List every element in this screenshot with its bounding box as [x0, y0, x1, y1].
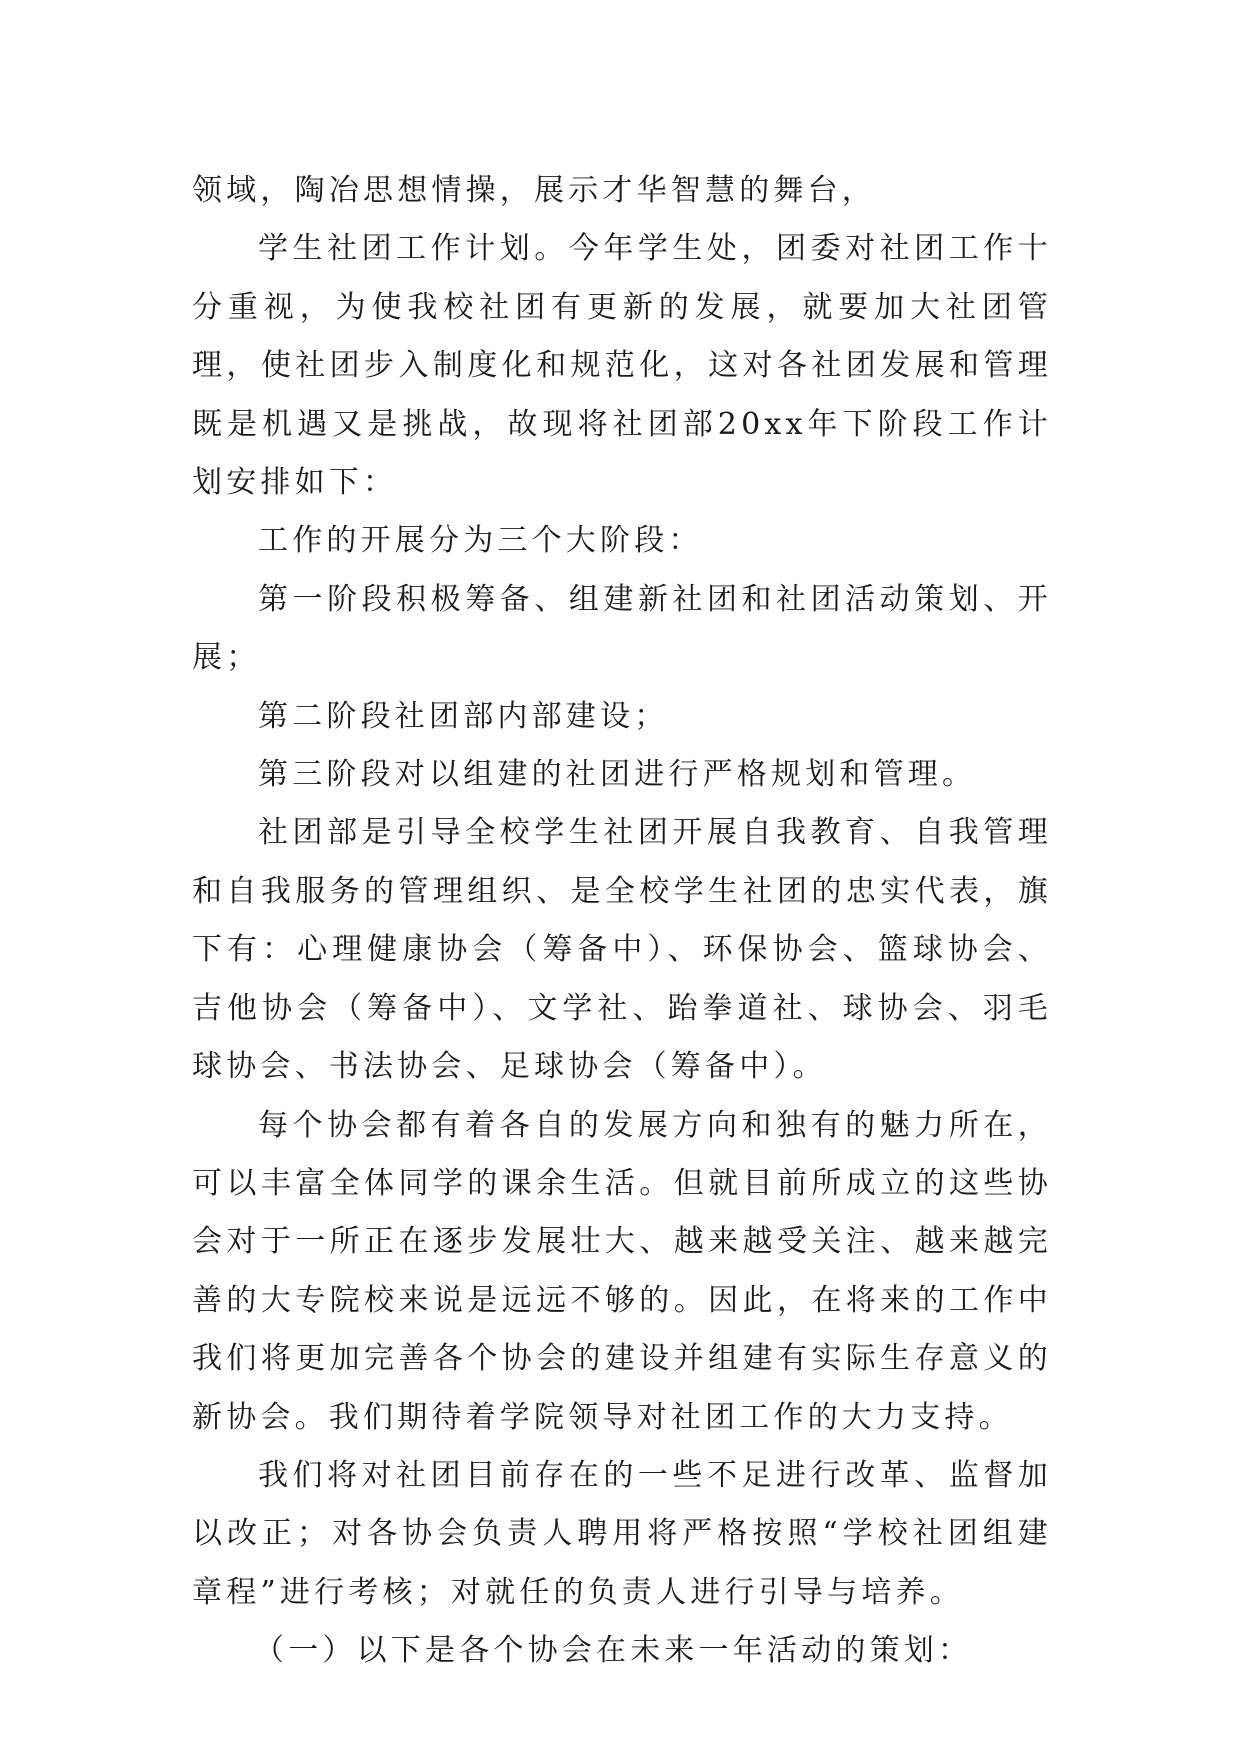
paragraph-4: 第一阶段积极筹备、组建新社团和社团活动策划、开展； — [192, 581, 1052, 676]
paragraph-7: 社团部是引导全校学生社团开展自我教育、自我管理和自我服务的管理组织、是全校学生社团的忠实代表，旗下有：心理健康协会（筹备中）、环保协会、篮球协会、吉他协会（筹备中）、文学社、跆拳道社、球协会、羽毛球协会、书法协会、足球协会（筹备中）。 — [192, 815, 1052, 1085]
paragraph-6: 第三阶段对以组建的社团进行严格规划和管理。 — [258, 757, 977, 793]
paragraph-10: （一）以下是各个协会在未来一年活动的策划： — [254, 1633, 973, 1669]
document-body — [192, 162, 1052, 1681]
paragraph-3: 工作的开展分为三个大阶段： — [258, 523, 703, 559]
paragraph-9: 我们将对社团目前存在的一些不足进行改革、监督加以改正；对各协会负责人聘用将严格按照“学校社团组建章程”进行考核；对就任的负责人进行引导与培养。 — [192, 1457, 1052, 1610]
paragraph-8: 每个协会都有着各自的发展方向和独有的魅力所在，可以丰富全体同学的课余生活。但就目前所成立的这些协会对于一所正在逐步发展壮大、越来越受关注、越来越完善的大专院校来说是远远不够的。因此，在将来的工作中我们将更加完善各个协会的建设并组建有实际生存意义的新协会。我们期待着学院领导对社团工作的大力支持。 — [192, 1107, 1052, 1435]
paragraph-2: 学生社团工作计划。今年学生处，团委对社团工作十分重视，为使我校社团有更新的发展，就要加大社团管理，使社团步入制度化和规范化，这对各社团发展和管理既是机遇又是挑战，故现将社团部20xx年下阶段工作计划安排如下： — [192, 231, 1052, 501]
paragraph-1: 领域，陶冶思想情操，展示才华智慧的舞台， — [192, 173, 876, 208]
paragraph-5: 第二阶段社团部内部建设； — [258, 698, 669, 734]
